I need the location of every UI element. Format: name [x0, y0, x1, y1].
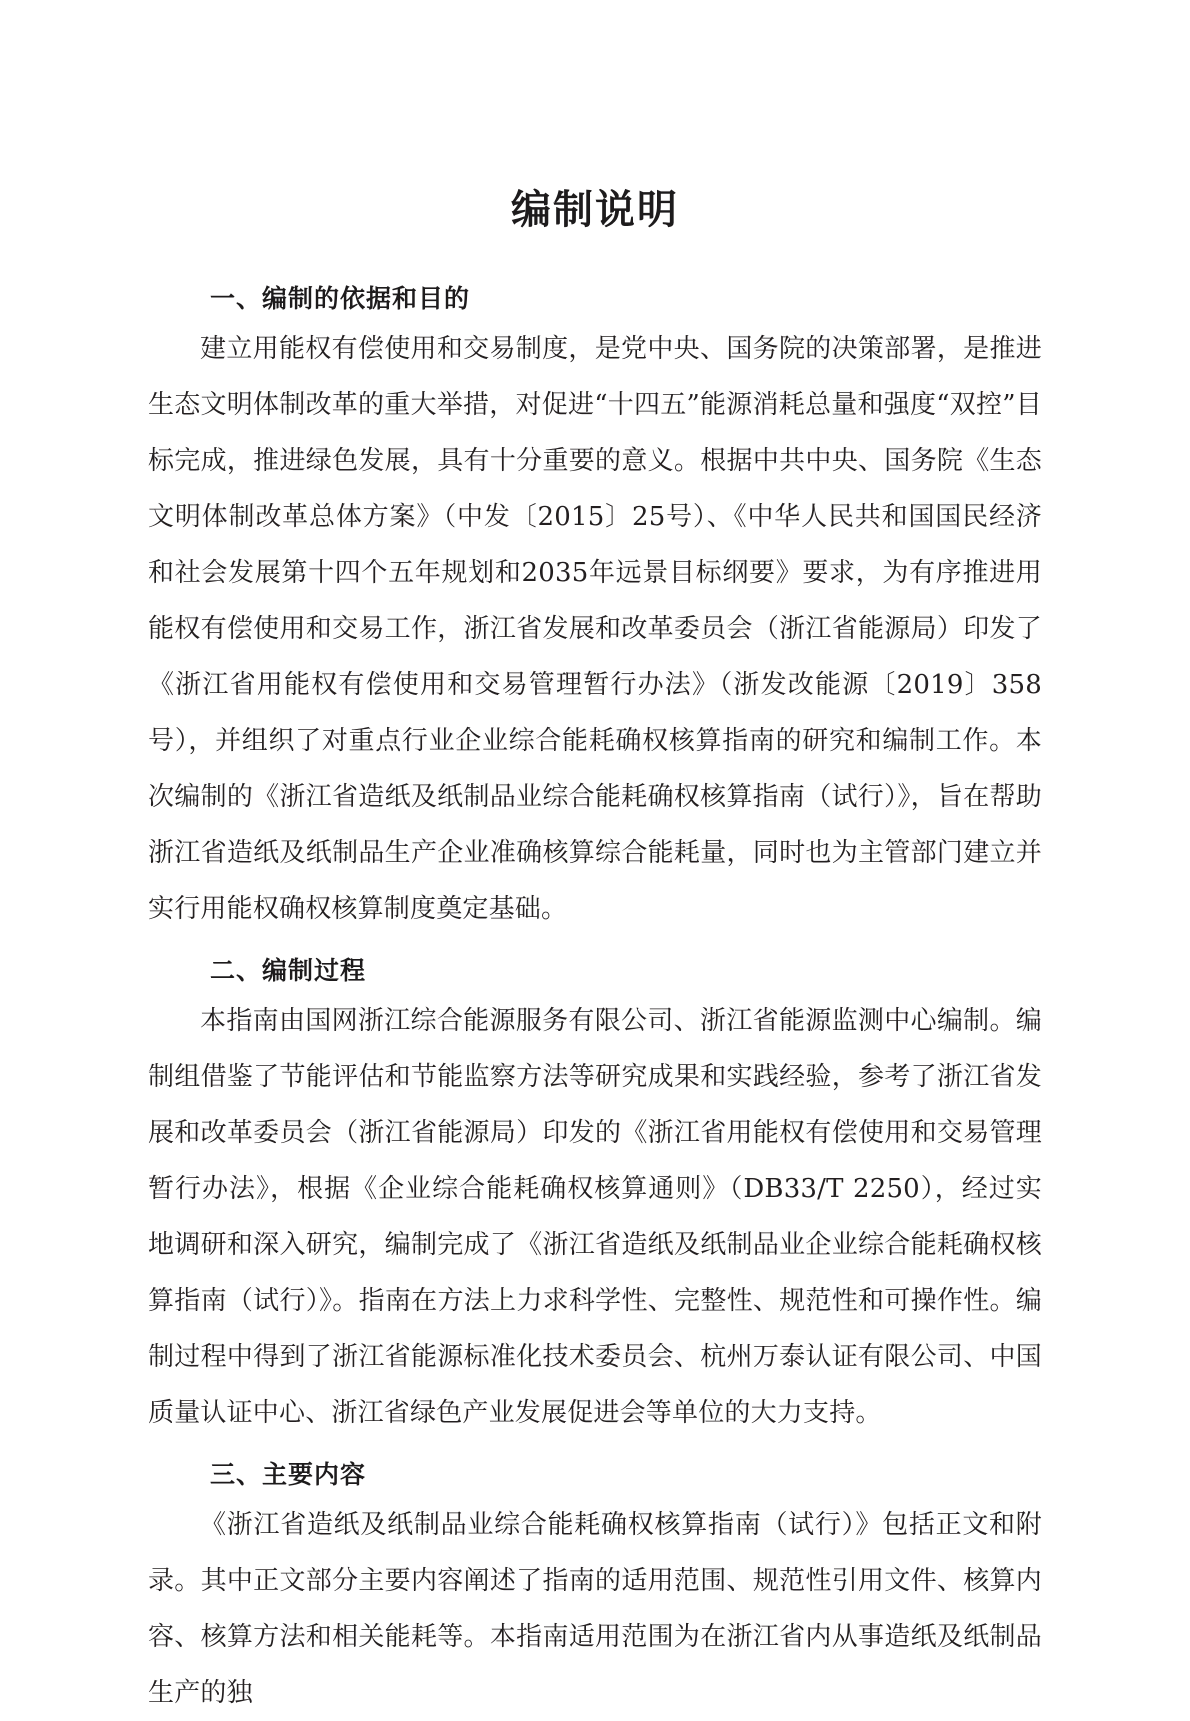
- section-paragraph-3: 《浙江省造纸及纸制品业综合能耗确权核算指南（试行）》包括正文和附录。其中正文部分主要内容阐述了指南的适用范围、规范性引用文件、核算内容、核算方法和相关能耗等。本指南适用范围为在浙江省内从事造纸及纸制品生产的独: [148, 1510, 1042, 1708]
- section-paragraph-1: 建立用能权有偿使用和交易制度，是党中央、国务院的决策部署，是推进生态文明体制改革的重大举措，对促进“十四五”能源消耗总量和强度“双控”目标完成，推进绿色发展，具有十分重要的意义。根据中共中央、国务院《生态文明体制改革总体方案》（中发〔2015〕25号）、《中华人民共和国国民经济和社会发展第十四个五年规划和2035年远景目标纲要》要求，为有序推进用能权有偿使用和交易工作，浙江省发展和改革委员会（浙江省能源局）印发了《浙江省用能权有偿使用和交易管理暂行办法》（浙发改能源〔2019〕358号），并组织了对重点行业企业综合能耗确权核算指南的研究和编制工作。本次编制的《浙江省造纸及纸制品业综合能耗确权核算指南（试行）》，旨在帮助浙江省造纸及纸制品生产企业准确核算综合能耗量，同时也为主管部门建立并实行用能权确权核算制度奠定基础。: [148, 334, 1042, 924]
- section-heading-1: 一、编制的依据和目的: [210, 284, 471, 313]
- section-heading-2: 二、编制过程: [210, 956, 367, 985]
- document-section-3: [148, 1455, 1042, 1721]
- section-paragraph-2: 本指南由国网浙江综合能源服务有限公司、浙江省能源监测中心编制。编制组借鉴了节能评估和节能监察方法等研究成果和实践经验，参考了浙江省发展和改革委员会（浙江省能源局）印发的《浙江省用能权有偿使用和交易管理暂行办法》，根据《企业综合能耗确权核算通则》（DB33/T 2250），经过实地调研和深入研究，编制完成了《浙江省造纸及纸制品业企业综合能耗确权核算指南（试行）》。指南在方法上力求科学性、完整性、规范性和可操作性。编制过程中得到了浙江省能源标准化技术委员会、杭州万泰认证有限公司、中国质量认证中心、浙江省绿色产业发展促进会等单位的大力支持。: [148, 1006, 1042, 1428]
- page-title: 编制说明: [511, 186, 679, 233]
- section-heading-3: 三、主要内容: [210, 1460, 367, 1489]
- document-section-2: [148, 951, 1042, 1441]
- document-section-1: [148, 279, 1042, 937]
